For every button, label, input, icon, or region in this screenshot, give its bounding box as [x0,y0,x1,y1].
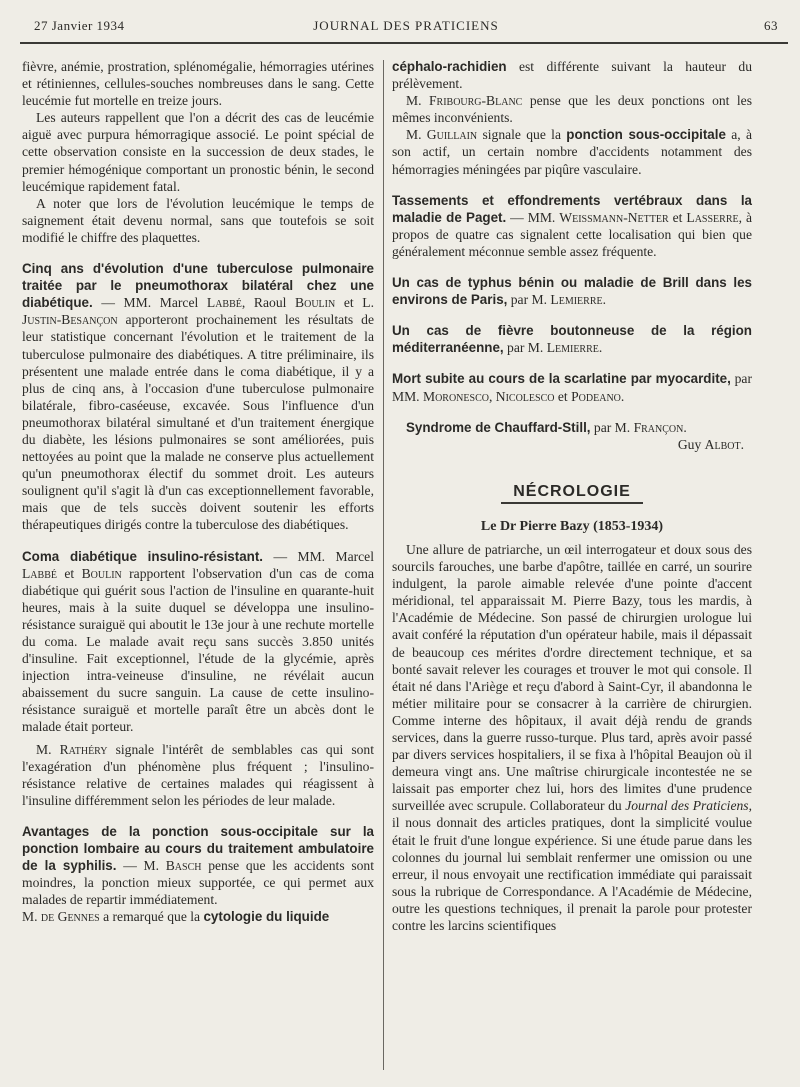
paragraph [392,92,752,126]
text: a remarqué que la [99,909,204,925]
author: Podeano [571,388,621,404]
text: par M. [507,292,547,308]
section-heading-text: NÉCROLOGIE [501,481,643,504]
author: Boulin [81,565,122,581]
text: . [740,436,744,452]
article-text: rapportent l'observation d'un cas de coma diabétique qui guérit sous l'action de l'insuline en quarante-huit heures, mais à la suite duquel se développa une insulino-résistance suraiguë qui aboutit le 13e jour à une rechute mortelle du coma. Le malade avait reçu sans succès 3.850 unités d'insuline. Fait exceptionnel, l'étude de la glycémie, après injection intra-veineuse d'insuline, ne révélait aucun abaissement du sucre sanguin. La cause de cette insulino-résistance suraiguë et mortelle paraît être un abcès dont le malade était porteur. [22,565,374,735]
author: Françon [633,419,684,435]
text: — MM. Marcel [101,295,199,311]
paragraph: fièvre, anémie, prostration, splénomégalie, hémorragies utérines et rétiniennes, cellules-souches nombreuses dans le sang. Cette leucémie fut mortelle en treize jours. [22,59,374,109]
text: a, à son actif, un certain nombre d'accidents notamment des hémorragies méningées par piqûre vasculaire. [392,127,752,177]
bold-term: cytologie du liquide [203,909,330,925]
author: Weissmann-Netter [559,209,669,225]
article-text: apporteront prochainement les résultats de leur statistique concernant l'évolution et le traitement de la tuberculose pulmonaire des diabétiques. A titre préliminaire, ils présentent une malade entrée dans le coma diabétique, il y a plus de cinq ans, à l'occasion d'une tuberculose pulmonaire bilatérale, fibro-caséeuse, excavée. Sous l'influence d'un pneumothorax bilatéral simultané et d'un traitement énergique du diabète, les lésions pulmonaires se sont améliorées, puis nettoyées au point que la malade ne conserve plus actuellement qu'un pneumothorax électif du sommet droit. Les auteurs soulignent qu'il s'agit là d'un cas exceptionnellement favorable, mais que de tels succès doivent soutenir les efforts thérapeutiques dirigés contre la tuberculose des diabétiques. [22,312,374,533]
text: , [488,388,496,404]
text: signale que la [477,127,567,143]
column-divider [383,60,384,1070]
text: signale l'intérêt de semblables cas qui sont l'exagération d'un phénomène plus fréquent ; l'insulino-résistance relative de certaines malades qui réagissent à l'insuline différemment selon les périodes de leur malade. [22,741,374,808]
article-fievre [392,322,752,356]
text: et [668,209,683,225]
text: . [620,388,625,404]
text: M. [22,909,38,925]
obituary-text [392,541,752,934]
text: par M. [590,419,631,435]
bold-term: céphalo-rachidien [392,59,507,74]
author: Lemierre [550,292,603,308]
text: et L. [335,295,374,311]
paragraph [22,741,374,809]
journal-name: Journal des Praticiens [625,798,749,814]
author: Nicolesco [495,388,555,404]
text: pense que les deux ponctions ont les mêmes inconvénients. [392,93,752,126]
author: Lemierre [546,340,599,356]
author: Guillain [426,127,478,143]
signature [392,436,752,453]
article-paget [392,192,752,260]
text: — MM. [506,209,556,225]
author: Moronesco [422,388,489,404]
text: — M. [116,858,159,874]
text: M. [406,93,422,109]
header-rule [20,42,788,44]
issue-date: 27 Janvier 1934 [34,18,125,33]
left-column [22,58,374,926]
author: Basch [165,858,202,874]
article-coma [22,548,374,736]
text: M. [36,741,52,757]
text: , il nous donnait des articles pratiques, dont la simplicité voulue était le fruit d'une longue expérience. Si une étude parue dans les colonnes du journal lui semblait renfermer une omission ou une erreur, il nous envoyait une rectification immédiate qui paraissait sous la rubrique de Correspondance. A l'Académie de Médecine, outre les questions techniques, il prenait la parole pour protester contre les larcins scientifiques [392,798,752,934]
author: Boulin [295,295,336,311]
article-title: Un cas de typhus bénin ou maladie de Brill dans les environs de Paris, [392,275,752,308]
author: Lasserre [686,209,739,225]
article-scarlatine [392,370,752,404]
signature-last: Albot [704,436,741,452]
article-title: Mort subite au cours de la scarlatine par myocardite, [392,371,731,387]
text: . [683,419,687,435]
paragraph: Les auteurs rappellent que l'on a décrit des cas de leucémie aiguë avec purpura hémorragique associé. Le point spécial de cette observation consiste en la succession de deux stades, le premier hémogénique comportant un pronostic bénin, le second leucémique rapidement fatal. [22,110,374,194]
text: . [602,292,607,308]
running-header [34,18,778,40]
article-ponction [22,823,374,908]
author: Labbé [22,565,57,581]
article-title: Tassements et effondrements vertébraux dans la maladie de Paget. [392,192,752,225]
article-title: Avantages de la ponction sous-occipitale sur la ponction lombaire au cours du traitement ambulatoire de la syphilis. [22,823,374,874]
article-title: Cinq ans d'évolution d'une tuberculose pulmonaire traitée par le pneumothorax bilatéral chez une diabétique. [22,261,374,311]
text: est différente suivant la hauteur du prélèvement. [392,59,752,92]
signature-first: Guy [677,436,702,452]
paragraph: A noter que lors de l'évolution leucémique le temps de saignement était devenu normal, sans que toutefois se soit modifié le chiffre des plaquettes. [22,195,374,245]
obituary-title: Le Dr Pierre Bazy (1853-1934) [480,518,664,534]
paragraph [22,908,374,925]
text: , à propos de quatre cas signalent cette localisation qui bien que généralement méconnue semble assez fréquente. [392,209,752,259]
page-number: 63 [764,18,778,33]
article-chauffard [392,419,752,436]
bold-term: ponction sous-occipitale [566,127,726,143]
article-title: Un cas de fièvre boutonneuse de la région méditerranéenne, [392,323,752,356]
author: Justin-Besançon [22,312,118,328]
journal-title: JOURNAL DES PRATICIENS [313,18,499,33]
paragraph [392,58,752,92]
text: par M. [503,340,544,356]
text: et [56,565,75,581]
paragraph [392,126,752,177]
text: M. [406,127,422,143]
author: Rathéry [59,741,108,757]
text: Une allure de patriarche, un œil interrogateur et doux sous des sourcils farouches, une barbe d'apôtre, taillée en carré, un sourire indulgent, la parole aimable relevée d'une pointe d'accent méridional, tel apparaissait M. Pierre Bazy, tous les mardis, à l'Académie de Médecine. Son passé de chirurgien urologue lui avait conféré la réputation d'un opérateur habile, mais il dépassait de beaucoup ces mérites d'ordre directement technique, et sa bonté savait relever les courages et trouver le mot qui console. Il était né dans l'Ariège et reçu d'abord à Saint-Cyr, il abandonna le métier militaire pour se consacrer à la carrière de chirurgien. Comme interne des hôpitaux, il avait déjà rendu de grands services, dans la guerre russo-turque. Plus tard, après avoir passé par divers services hospitaliers, il se fixa à l'hôpital Beaujon où il demeura vingt ans. Une maîtrise chirurgicale incontestée ne se laissait pas emporter chez lui, hors des limites d'une prudence surveillée avec scrupule. Collaborateur du [392,541,752,814]
article-typhus [392,274,752,308]
text: , Raoul [241,295,287,311]
author: Labbé [206,295,242,311]
text: . [598,340,603,356]
article-title: Coma diabétique insulino-résistant. [22,548,264,564]
article-tuberculose [22,260,374,534]
article-text: pense que les accidents sont moindres, la ponction mieux supportée, ce qui permet aux malades de repartir immédiatement. [22,858,374,908]
article-title: Syndrome de Chauffard-Still, [406,419,591,435]
text: par MM. [392,371,752,404]
text: — MM. Marcel [263,548,374,564]
author: Fribourg-Blanc [428,93,523,109]
author: de Gennes [40,909,100,925]
section-heading [392,481,752,504]
right-column [392,58,752,934]
text: et [554,388,568,404]
